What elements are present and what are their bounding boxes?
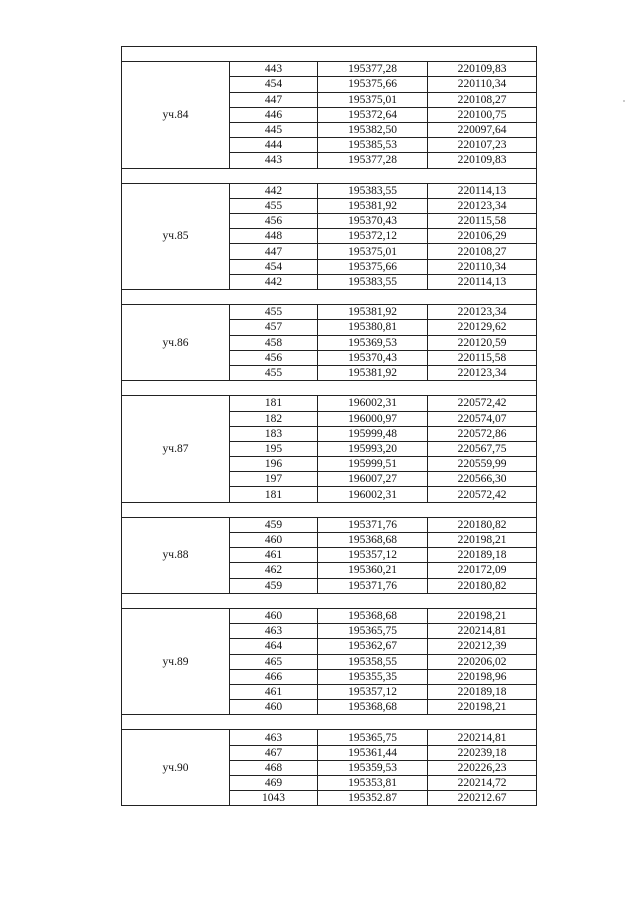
point-number-cell: 458 [230, 335, 318, 350]
x-coordinate-cell: 195365,75 [318, 730, 428, 745]
y-coordinate-cell: 220572,42 [428, 487, 537, 502]
section-label-cell: уч.88 [122, 517, 230, 593]
y-coordinate-cell: 220572,42 [428, 396, 537, 411]
point-number-cell: 460 [230, 700, 318, 715]
point-number-cell: 444 [230, 138, 318, 153]
y-coordinate-cell: 220559,99 [428, 457, 537, 472]
point-number-cell: 456 [230, 350, 318, 365]
section-separator-row [122, 290, 537, 305]
y-coordinate-cell: 220180,82 [428, 517, 537, 532]
point-number-cell: 468 [230, 760, 318, 775]
x-coordinate-cell: 195357,12 [318, 684, 428, 699]
x-coordinate-cell: 195381,92 [318, 305, 428, 320]
x-coordinate-cell: 195383,55 [318, 183, 428, 198]
x-coordinate-cell: 195369,53 [318, 335, 428, 350]
point-number-cell: 195 [230, 441, 318, 456]
section-separator-row [122, 381, 537, 396]
x-coordinate-cell: 195358,55 [318, 654, 428, 669]
table-row [122, 517, 537, 532]
point-number-cell: 443 [230, 62, 318, 77]
point-number-cell: 455 [230, 198, 318, 213]
x-coordinate-cell: 195368,68 [318, 533, 428, 548]
separator-cell [122, 168, 537, 183]
point-number-cell: 443 [230, 153, 318, 168]
scan-speck [623, 100, 625, 102]
x-coordinate-cell: 195385,53 [318, 138, 428, 153]
table-row [122, 730, 537, 745]
point-number-cell: 467 [230, 745, 318, 760]
x-coordinate-cell: 195375,01 [318, 92, 428, 107]
separator-cell [122, 502, 537, 517]
y-coordinate-cell: 220115,58 [428, 350, 537, 365]
point-number-cell: 461 [230, 548, 318, 563]
y-coordinate-cell: 220189,18 [428, 548, 537, 563]
section-separator-row [122, 502, 537, 517]
table-row [122, 396, 537, 411]
point-number-cell: 197 [230, 472, 318, 487]
y-coordinate-cell: 220114,13 [428, 274, 537, 289]
y-coordinate-cell: 220107,23 [428, 138, 537, 153]
x-coordinate-cell: 195375,01 [318, 244, 428, 259]
y-coordinate-cell: 220198,21 [428, 700, 537, 715]
point-number-cell: 447 [230, 92, 318, 107]
x-coordinate-cell: 196002,31 [318, 396, 428, 411]
section-label-cell: уч.90 [122, 730, 230, 806]
y-coordinate-cell: 220214,81 [428, 730, 537, 745]
y-coordinate-cell: 220108,27 [428, 244, 537, 259]
table-row [122, 183, 537, 198]
y-coordinate-cell: 220198,21 [428, 608, 537, 623]
x-coordinate-cell: 195999,48 [318, 426, 428, 441]
y-coordinate-cell: 220110,34 [428, 259, 537, 274]
y-coordinate-cell: 220214,81 [428, 624, 537, 639]
separator-cell [122, 381, 537, 396]
y-coordinate-cell: 220198,21 [428, 533, 537, 548]
y-coordinate-cell: 220212.67 [428, 791, 537, 806]
y-coordinate-cell: 220566,30 [428, 472, 537, 487]
y-coordinate-cell: 220123,34 [428, 198, 537, 213]
x-coordinate-cell: 195999,51 [318, 457, 428, 472]
point-number-cell: 463 [230, 624, 318, 639]
y-coordinate-cell: 220180,82 [428, 578, 537, 593]
y-coordinate-cell: 220129,62 [428, 320, 537, 335]
x-coordinate-cell: 195380,81 [318, 320, 428, 335]
separator-cell [122, 593, 537, 608]
point-number-cell: 460 [230, 533, 318, 548]
coordinates-table [121, 46, 537, 806]
x-coordinate-cell: 195368,68 [318, 700, 428, 715]
x-coordinate-cell: 195377,28 [318, 153, 428, 168]
y-coordinate-cell: 220206,02 [428, 654, 537, 669]
point-number-cell: 456 [230, 214, 318, 229]
section-label-cell: уч.86 [122, 305, 230, 381]
x-coordinate-cell: 195362,67 [318, 639, 428, 654]
point-number-cell: 465 [230, 654, 318, 669]
section-label-cell: уч.87 [122, 396, 230, 502]
y-coordinate-cell: 220109,83 [428, 62, 537, 77]
separator-cell [122, 290, 537, 305]
separator-cell [122, 47, 537, 62]
y-coordinate-cell: 220572,86 [428, 426, 537, 441]
point-number-cell: 196 [230, 457, 318, 472]
point-number-cell: 464 [230, 639, 318, 654]
x-coordinate-cell: 195353,81 [318, 776, 428, 791]
point-number-cell: 455 [230, 365, 318, 380]
x-coordinate-cell: 196000,97 [318, 411, 428, 426]
x-coordinate-cell: 195370,43 [318, 214, 428, 229]
x-coordinate-cell: 195382,50 [318, 122, 428, 137]
x-coordinate-cell: 195381,92 [318, 198, 428, 213]
point-number-cell: 442 [230, 274, 318, 289]
point-number-cell: 445 [230, 122, 318, 137]
x-coordinate-cell: 195371,76 [318, 578, 428, 593]
point-number-cell: 459 [230, 517, 318, 532]
point-number-cell: 448 [230, 229, 318, 244]
point-number-cell: 442 [230, 183, 318, 198]
y-coordinate-cell: 220115,58 [428, 214, 537, 229]
y-coordinate-cell: 220100,75 [428, 107, 537, 122]
x-coordinate-cell: 195371,76 [318, 517, 428, 532]
section-separator-row [122, 47, 537, 62]
point-number-cell: 181 [230, 396, 318, 411]
section-label-cell: уч.84 [122, 62, 230, 168]
section-label-cell: уч.85 [122, 183, 230, 289]
x-coordinate-cell: 195359,53 [318, 760, 428, 775]
point-number-cell: 469 [230, 776, 318, 791]
point-number-cell: 461 [230, 684, 318, 699]
y-coordinate-cell: 220109,83 [428, 153, 537, 168]
section-separator-row [122, 715, 537, 730]
y-coordinate-cell: 220110,34 [428, 77, 537, 92]
x-coordinate-cell: 195360,21 [318, 563, 428, 578]
x-coordinate-cell: 195372,12 [318, 229, 428, 244]
section-label-cell: уч.89 [122, 608, 230, 714]
x-coordinate-cell: 195383,55 [318, 274, 428, 289]
x-coordinate-cell: 195993,20 [318, 441, 428, 456]
y-coordinate-cell: 220114,13 [428, 183, 537, 198]
x-coordinate-cell: 195357,12 [318, 548, 428, 563]
point-number-cell: 457 [230, 320, 318, 335]
point-number-cell: 466 [230, 669, 318, 684]
x-coordinate-cell: 195361,44 [318, 745, 428, 760]
x-coordinate-cell: 195377,28 [318, 62, 428, 77]
point-number-cell: 181 [230, 487, 318, 502]
y-coordinate-cell: 220123,34 [428, 305, 537, 320]
x-coordinate-cell: 195365,75 [318, 624, 428, 639]
point-number-cell: 459 [230, 578, 318, 593]
coordinates-table-body [122, 47, 537, 806]
x-coordinate-cell: 195381,92 [318, 365, 428, 380]
separator-cell [122, 715, 537, 730]
y-coordinate-cell: 220106,29 [428, 229, 537, 244]
table-row [122, 62, 537, 77]
y-coordinate-cell: 220108,27 [428, 92, 537, 107]
y-coordinate-cell: 220574,07 [428, 411, 537, 426]
section-separator-row [122, 168, 537, 183]
table-row [122, 305, 537, 320]
x-coordinate-cell: 195352.87 [318, 791, 428, 806]
y-coordinate-cell: 220212,39 [428, 639, 537, 654]
y-coordinate-cell: 220120,59 [428, 335, 537, 350]
x-coordinate-cell: 195355,35 [318, 669, 428, 684]
y-coordinate-cell: 220239,18 [428, 745, 537, 760]
x-coordinate-cell: 196007,27 [318, 472, 428, 487]
y-coordinate-cell: 220226,23 [428, 760, 537, 775]
y-coordinate-cell: 220097,64 [428, 122, 537, 137]
point-number-cell: 454 [230, 77, 318, 92]
y-coordinate-cell: 220214,72 [428, 776, 537, 791]
point-number-cell: 460 [230, 608, 318, 623]
y-coordinate-cell: 220123,34 [428, 365, 537, 380]
point-number-cell: 455 [230, 305, 318, 320]
point-number-cell: 447 [230, 244, 318, 259]
y-coordinate-cell: 220172,09 [428, 563, 537, 578]
x-coordinate-cell: 195375,66 [318, 259, 428, 274]
x-coordinate-cell: 195370,43 [318, 350, 428, 365]
x-coordinate-cell: 195372,64 [318, 107, 428, 122]
x-coordinate-cell: 195368,68 [318, 608, 428, 623]
y-coordinate-cell: 220198,96 [428, 669, 537, 684]
point-number-cell: 446 [230, 107, 318, 122]
y-coordinate-cell: 220567,75 [428, 441, 537, 456]
point-number-cell: 183 [230, 426, 318, 441]
point-number-cell: 463 [230, 730, 318, 745]
x-coordinate-cell: 195375,66 [318, 77, 428, 92]
point-number-cell: 462 [230, 563, 318, 578]
point-number-cell: 454 [230, 259, 318, 274]
table-row [122, 608, 537, 623]
section-separator-row [122, 593, 537, 608]
point-number-cell: 1043 [230, 791, 318, 806]
point-number-cell: 182 [230, 411, 318, 426]
x-coordinate-cell: 196002,31 [318, 487, 428, 502]
y-coordinate-cell: 220189,18 [428, 684, 537, 699]
